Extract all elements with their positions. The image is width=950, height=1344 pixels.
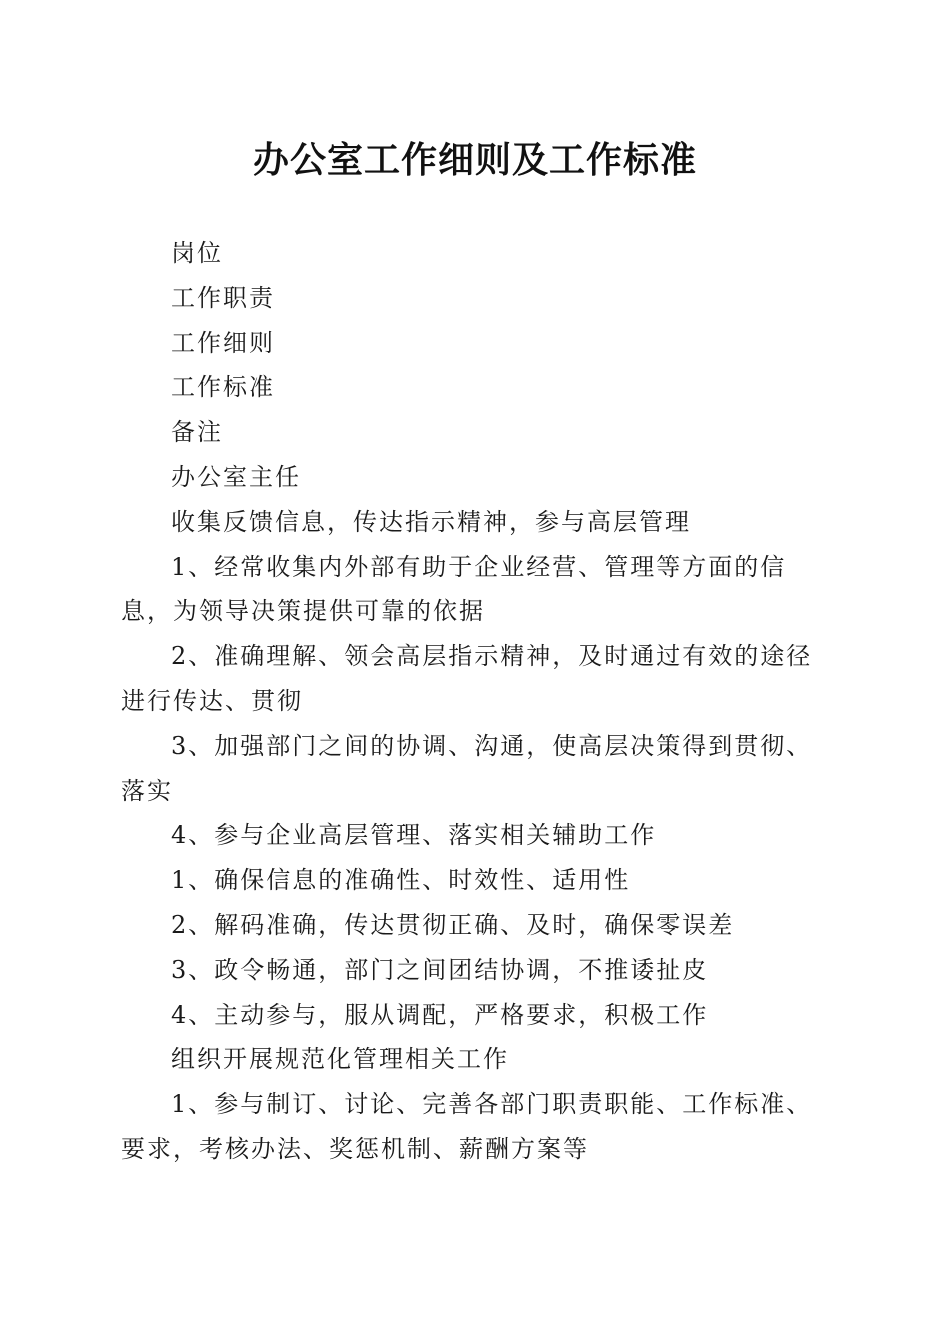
paragraph-remarks: 备注 bbox=[171, 418, 223, 447]
paragraph-standard-3: 3、政令畅通，部门之间团结协调，不推诿扯皮 bbox=[171, 955, 709, 984]
paragraph-post: 岗位 bbox=[171, 239, 223, 267]
paragraph-duty-collect-info: 收集反馈信息，传达指示精神，参与高层管理 bbox=[171, 507, 691, 536]
paragraph-standard-1: 1、确保信息的准确性、时效性、适用性 bbox=[171, 866, 631, 895]
document-title: 办公室工作细则及工作标准 bbox=[252, 139, 697, 181]
paragraph-detail-standardization-1: 1、参与制订、讨论、完善各部门职责职能、工作标准、要求，考核办法、奖惩机制、薪酬方案等 bbox=[121, 1090, 813, 1163]
document-body bbox=[121, 231, 829, 1172]
paragraph-detail-2: 2、准确理解、领会高层指示精神，及时通过有效的途径进行传达、贯彻 bbox=[121, 642, 813, 715]
paragraph-detail-4: 4、参与企业高层管理、落实相关辅助工作 bbox=[171, 821, 657, 850]
paragraph-duties: 工作职责 bbox=[171, 283, 275, 312]
paragraph-detail-3: 3、加强部门之间的协调、沟通，使高层决策得到贯彻、落实 bbox=[121, 731, 813, 805]
paragraph-duty-standardization: 组织开展规范化管理相关工作 bbox=[171, 1045, 509, 1074]
paragraph-detail-1: 1、经常收集内外部有助于企业经营、管理等方面的信息，为领导决策提供可靠的依据 bbox=[121, 552, 787, 626]
paragraph-details: 工作细则 bbox=[171, 328, 275, 357]
paragraph-standard-2: 2、解码准确，传达贯彻正确、及时，确保零误差 bbox=[171, 910, 735, 939]
paragraph-standard-4: 4、主动参与，服从调配，严格要求，积极工作 bbox=[171, 1000, 709, 1029]
paragraph-standards: 工作标准 bbox=[171, 373, 275, 402]
paragraph-office-director: 办公室主任 bbox=[171, 462, 301, 491]
